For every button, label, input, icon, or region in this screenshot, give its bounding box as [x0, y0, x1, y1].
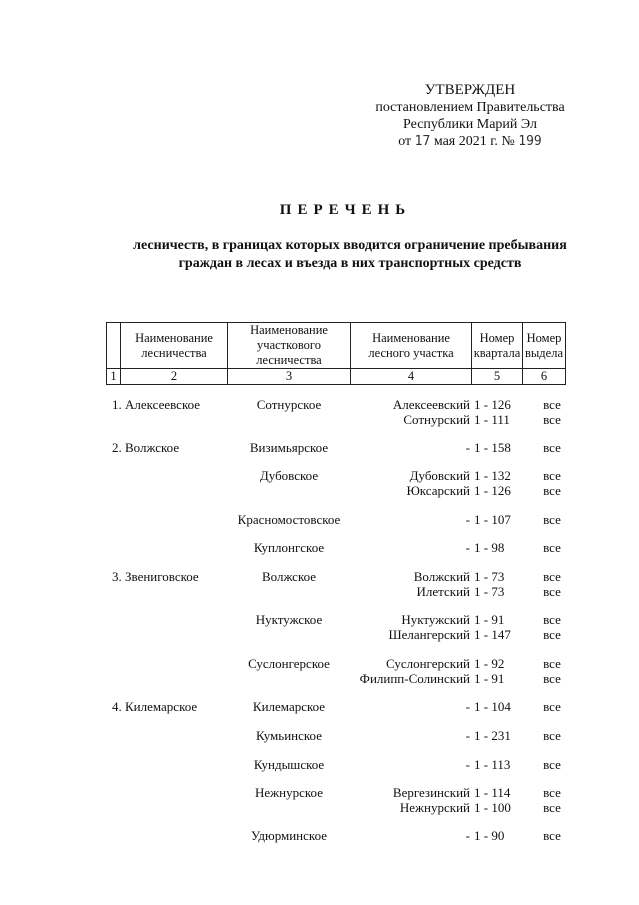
row-plot-name: Суслонгерский — [386, 656, 470, 671]
row-district-name: Волжское — [261, 569, 317, 584]
row-district-name: Сотнурское — [256, 397, 322, 412]
row-plot-name: - — [465, 540, 470, 555]
row-quarter-number: 1 - 104 — [474, 699, 511, 714]
row-district-name: Килемарское — [252, 699, 326, 714]
subtitle-line-1: лесничеств, в границах которых вводится ограничение пребывания — [133, 238, 567, 253]
row-plot-name: Сотнурский — [403, 412, 470, 427]
row-quarter-number: 1 - 114 — [474, 785, 511, 800]
row-district-name: Удюрминское — [250, 828, 327, 843]
row-section-number: все — [543, 512, 561, 527]
row-section-number: все — [543, 584, 561, 599]
approval-date — [360, 133, 580, 150]
row-district-name: Красномостовское — [237, 512, 341, 527]
row-quarter-number: 1 - 126 — [474, 483, 511, 498]
date-rest: мая 2021 г. № — [433, 134, 515, 149]
row-section-number: все — [543, 728, 561, 743]
column-number: 4 — [351, 369, 472, 385]
header-cell: Наименование лесничества — [121, 323, 228, 369]
header-cell-empty — [107, 323, 121, 369]
approval-line-3: Республики Марий Эл — [403, 117, 537, 132]
row-plot-name: Нежнурский — [399, 800, 470, 815]
row-plot-name: - — [465, 699, 470, 714]
document-subtitle — [90, 237, 610, 273]
row-section-number: все — [543, 569, 561, 584]
row-forestry-name: 1. Алексеевское — [112, 397, 201, 412]
row-quarter-number: 1 - 90 — [474, 828, 505, 843]
column-number: 5 — [472, 369, 523, 385]
row-quarter-number: 1 - 73 — [474, 569, 505, 584]
row-quarter-number: 1 - 98 — [474, 540, 505, 555]
column-number: 3 — [228, 369, 351, 385]
row-quarter-number: 1 - 91 — [474, 612, 505, 627]
row-district-name: Кумьинское — [256, 728, 322, 743]
row-quarter-number: 1 - 231 — [474, 728, 511, 743]
row-district-name: Нежнурское — [255, 785, 323, 800]
row-plot-name: Нуктужский — [401, 612, 470, 627]
row-district-name: Дубовское — [259, 468, 319, 483]
approval-line-2: постановлением Правительства — [375, 100, 565, 115]
row-section-number: все — [543, 397, 561, 412]
row-district-name: Куплонгское — [253, 540, 325, 555]
header-cell: Наименование лесного участка — [351, 323, 472, 369]
row-quarter-number: 1 - 158 — [474, 440, 511, 455]
row-plot-name: Алексеевский — [392, 397, 470, 412]
row-quarter-number: 1 - 73 — [474, 584, 505, 599]
document-title: ПЕРЕЧЕНЬ — [279, 202, 412, 218]
row-section-number: все — [543, 412, 561, 427]
header-cell: Номер квартала — [472, 323, 523, 369]
table-header — [106, 322, 566, 385]
row-plot-name: Филипп-Солинский — [359, 671, 470, 686]
row-quarter-number: 1 - 100 — [474, 800, 511, 815]
row-plot-name: - — [465, 728, 470, 743]
row-section-number: все — [543, 800, 561, 815]
row-forestry-name: 4. Килемарское — [112, 699, 198, 714]
row-section-number: все — [543, 468, 561, 483]
row-section-number: все — [543, 440, 561, 455]
subtitle-line-2: граждан в лесах и въезда в них транспортных средств — [178, 256, 522, 271]
row-quarter-number: 1 - 113 — [474, 757, 511, 772]
row-section-number: все — [543, 671, 561, 686]
row-plot-name: Вергезинский — [392, 785, 470, 800]
row-district-name: Суслонгерское — [248, 656, 330, 671]
row-forestry-name: 3. Звениговское — [112, 569, 199, 584]
date-prefix: от — [398, 134, 412, 149]
row-quarter-number: 1 - 132 — [474, 468, 511, 483]
row-section-number: все — [543, 656, 561, 671]
row-district-name: Визимьярское — [249, 440, 329, 455]
document-number: 199 — [518, 134, 542, 149]
approval-title: УТВЕРЖДЕН — [424, 82, 516, 98]
approval-block — [360, 82, 580, 150]
row-forestry-name: 2. Волжское — [112, 440, 180, 455]
row-section-number: все — [543, 540, 561, 555]
header-cell: Номер выдела — [523, 323, 566, 369]
row-plot-name: Шелангерский — [388, 627, 470, 642]
row-plot-name: - — [465, 512, 470, 527]
row-plot-name: - — [465, 828, 470, 843]
row-district-name: Кундышское — [253, 757, 325, 772]
row-quarter-number: 1 - 126 — [474, 397, 511, 412]
column-number: 1 — [107, 369, 121, 385]
row-section-number: все — [543, 612, 561, 627]
row-plot-name: Дубовский — [409, 468, 470, 483]
row-quarter-number: 1 - 92 — [474, 656, 505, 671]
row-section-number: все — [543, 828, 561, 843]
row-plot-name: Волжский — [413, 569, 470, 584]
row-plot-name: Илетский — [416, 584, 470, 599]
row-section-number: все — [543, 627, 561, 642]
row-plot-name: Юксарский — [406, 483, 470, 498]
column-number: 6 — [523, 369, 566, 385]
row-quarter-number: 1 - 111 — [474, 412, 510, 427]
row-plot-name: - — [465, 440, 470, 455]
row-quarter-number: 1 - 107 — [474, 512, 511, 527]
column-number: 2 — [121, 369, 228, 385]
row-plot-name: - — [465, 757, 470, 772]
row-quarter-number: 1 - 91 — [474, 671, 505, 686]
row-section-number: все — [543, 757, 561, 772]
date-day: 17 — [414, 134, 431, 149]
row-district-name: Нуктужское — [255, 612, 323, 627]
row-quarter-number: 1 - 147 — [474, 627, 511, 642]
row-section-number: все — [543, 699, 561, 714]
row-section-number: все — [543, 785, 561, 800]
header-cell: Наименование участкового лесничества — [228, 323, 351, 369]
row-section-number: все — [543, 483, 561, 498]
